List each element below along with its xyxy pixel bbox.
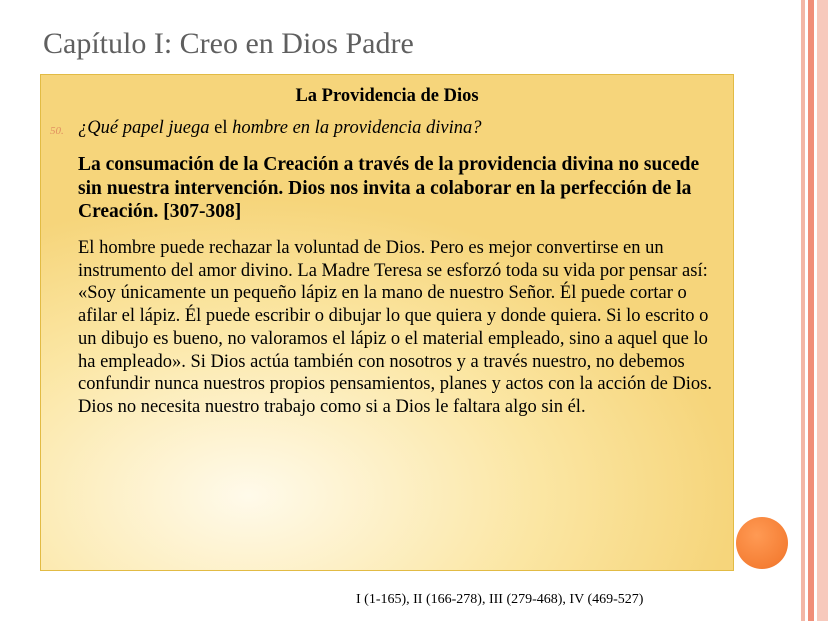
box-heading: La Providencia de Dios (295, 86, 479, 106)
question-part-1: ¿Qué papel juega (78, 118, 210, 138)
answer-text: La consumación de la Creación a través de la providencia divina no sucede sin nuestra intervención. Dios nos invita a colaborar en la perfección de la Creación. [307-308] (78, 154, 700, 222)
question-number: 50. (50, 125, 64, 137)
question-part-2: el (209, 118, 233, 138)
decorative-stripes (798, 0, 828, 621)
question-part-3: hombre en la providencia divina? (232, 118, 482, 138)
decorative-circle (736, 517, 788, 569)
content-box (40, 74, 734, 571)
question-text (78, 118, 718, 139)
body-text: El hombre puede rechazar la voluntad de Dios. Pero es mejor convertirse en un instrumento del amor divino. La Madre Teresa se esforzó toda su vida por pensar así: «Soy únicamente un pequeño lápiz en la mano de nuestro Señor. Él puede cortar o afilar el lápiz. Él puede escribir o dibujar lo que quiera y donde quiera. Si lo escrito o un dibujo es bueno, no valoramos el lápiz o el material empleado, sino a aquel que lo ha empleado». Si Dios actúa también con nosotros y a través nuestro, no debemos confundir nunca nuestros propios pensamientos, planes y actos con la acción de Dios. Dios no necesita nuestro trabajo como si a Dios le faltara algo sin él. (78, 238, 712, 417)
slide-title: Capítulo I: Creo en Dios Padre (43, 27, 414, 60)
footer-text: I (1-165), II (166-278), III (279-468), IV (469-527) (356, 592, 644, 607)
